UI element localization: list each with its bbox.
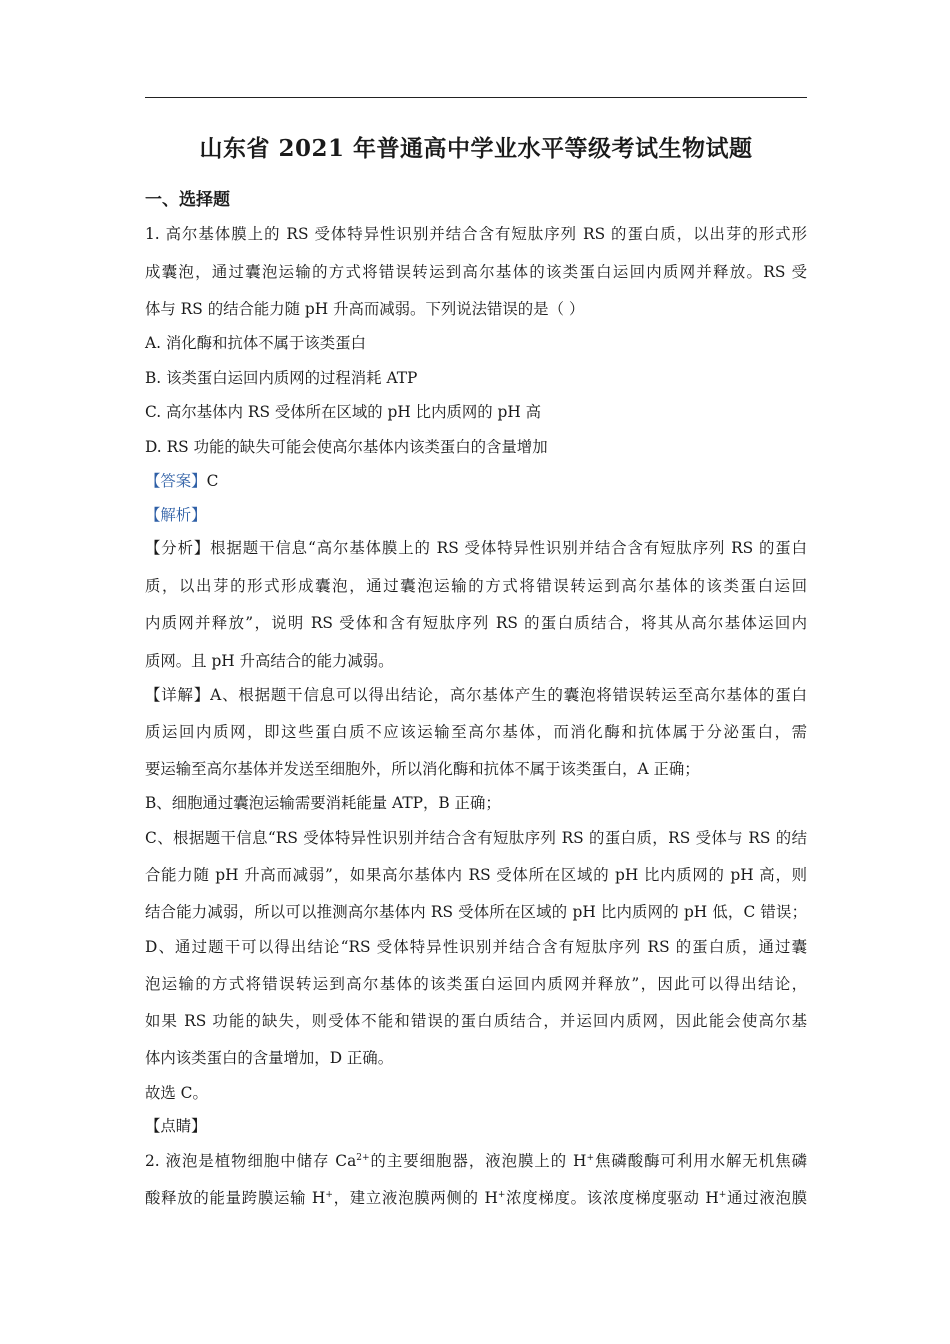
q1-stem-line: 1. 高尔基体膜上的 RS 受体特异性识别并结合含有短肽序列 RS 的蛋白质，以出芽的形式形 <box>145 225 807 243</box>
detail-line: D、通过题干可以得出结论“RS 受体特异性识别并结合含有短肽序列 RS 的蛋白质，通过囊 <box>145 938 807 956</box>
detail-line: B、细胞通过囊泡运输需要消耗能量 ATP，B 正确； <box>145 794 501 812</box>
q1-stem-line: 成囊泡，通过囊泡运输的方式将错误转运到高尔基体的该类蛋白运回内质网并释放。RS 受 <box>145 263 807 281</box>
detail-line: 要运输至高尔基体并发送至细胞外，所以消化酶和抗体不属于该类蛋白，A 正确； <box>145 760 700 778</box>
detail-line: 体内该类蛋白的含量增加，D 正确。 <box>145 1049 394 1067</box>
q1-stem-line: 体与 RS 的结合能力随 pH 升高而减弱。下列说法错误的是（ ） <box>145 300 585 318</box>
detail-line: C、根据题干信息“RS 受体特异性识别并结合含有短肽序列 RS 的蛋白质，RS 受体与 RS 的结 <box>145 829 807 847</box>
document-title: 山东省 2021 年普通高中学业水平等级考试生物试题 <box>199 135 753 162</box>
answer-value: C <box>206 472 219 490</box>
q1-answer <box>145 470 807 492</box>
detail-line: 泡运输的方式将错误转运到高尔基体的该类蛋白运回内质网并释放”，因此可以得出结论， <box>145 975 807 993</box>
q2-stem-line: 酸释放的能量跨膜运输 H+，建立液泡膜两侧的 H+浓度梯度。该浓度梯度驱动 H+通过液泡膜 <box>145 1189 807 1207</box>
comment-tag: 【点睛】 <box>145 1117 207 1135</box>
detail-line: 质运回内质网，即这些蛋白质不应该运输至高尔基体，而消化酶和抗体属于分泌蛋白，需 <box>145 723 807 741</box>
analysis-tag: 【解析】 <box>145 506 207 524</box>
header-rule <box>145 97 807 98</box>
q1-option-c: C. 高尔基体内 RS 受体所在区域的 pH 比内质网的 pH 高 <box>145 403 542 421</box>
detail-line: 合能力随 pH 升高而减弱”，如果高尔基体内 RS 受体所在区域的 pH 比内质网的 pH 高，则 <box>145 866 807 884</box>
detail-line: 如果 RS 功能的缺失，则受体不能和错误的蛋白质结合，并运回内质网，因此能会使高尔基 <box>145 1012 807 1030</box>
q1-option-b: B. 该类蛋白运回内质网的过程消耗 ATP <box>145 369 418 387</box>
q2-stem-line: 2. 液泡是植物细胞中储存 $Ca^{2+}$的主要细胞器，液泡膜上的 H+焦磷酸酶可利用水解无机焦磷 <box>145 1152 807 1170</box>
analysis-line: 质，以出芽的形式形成囊泡，通过囊泡运输的方式将错误转运到高尔基体的该类蛋白运回 <box>145 577 807 595</box>
analysis-line: 内质网并释放”，说明 RS 受体和含有短肽序列 RS 的蛋白质结合，将其从高尔基体运回内 <box>145 614 807 632</box>
detail-line: 【详解】A、根据题干信息可以得出结论，高尔基体产生的囊泡将错误转运至高尔基体的蛋白 <box>145 686 807 704</box>
q1-option-a: A. 消化酶和抗体不属于该类蛋白 <box>145 334 366 352</box>
detail-line: 结合能力减弱，所以可以推测高尔基体内 RS 受体所在区域的 pH 比内质网的 pH 低，C 错误； <box>145 903 807 921</box>
analysis-line: 质网。且 pH 升高结合的能力减弱。 <box>145 652 394 670</box>
detail-line: 故选 C。 <box>145 1084 208 1102</box>
answer-tag: 【答案】 <box>145 472 207 490</box>
analysis-line: 【分析】根据题干信息“高尔基体膜上的 RS 受体特异性识别并结合含有短肽序列 RS 的蛋白 <box>145 539 807 557</box>
q1-option-d: D. RS 功能的缺失可能会使高尔基体内该类蛋白的含量增加 <box>145 438 548 456</box>
section-heading: 一、选择题 <box>145 190 230 210</box>
